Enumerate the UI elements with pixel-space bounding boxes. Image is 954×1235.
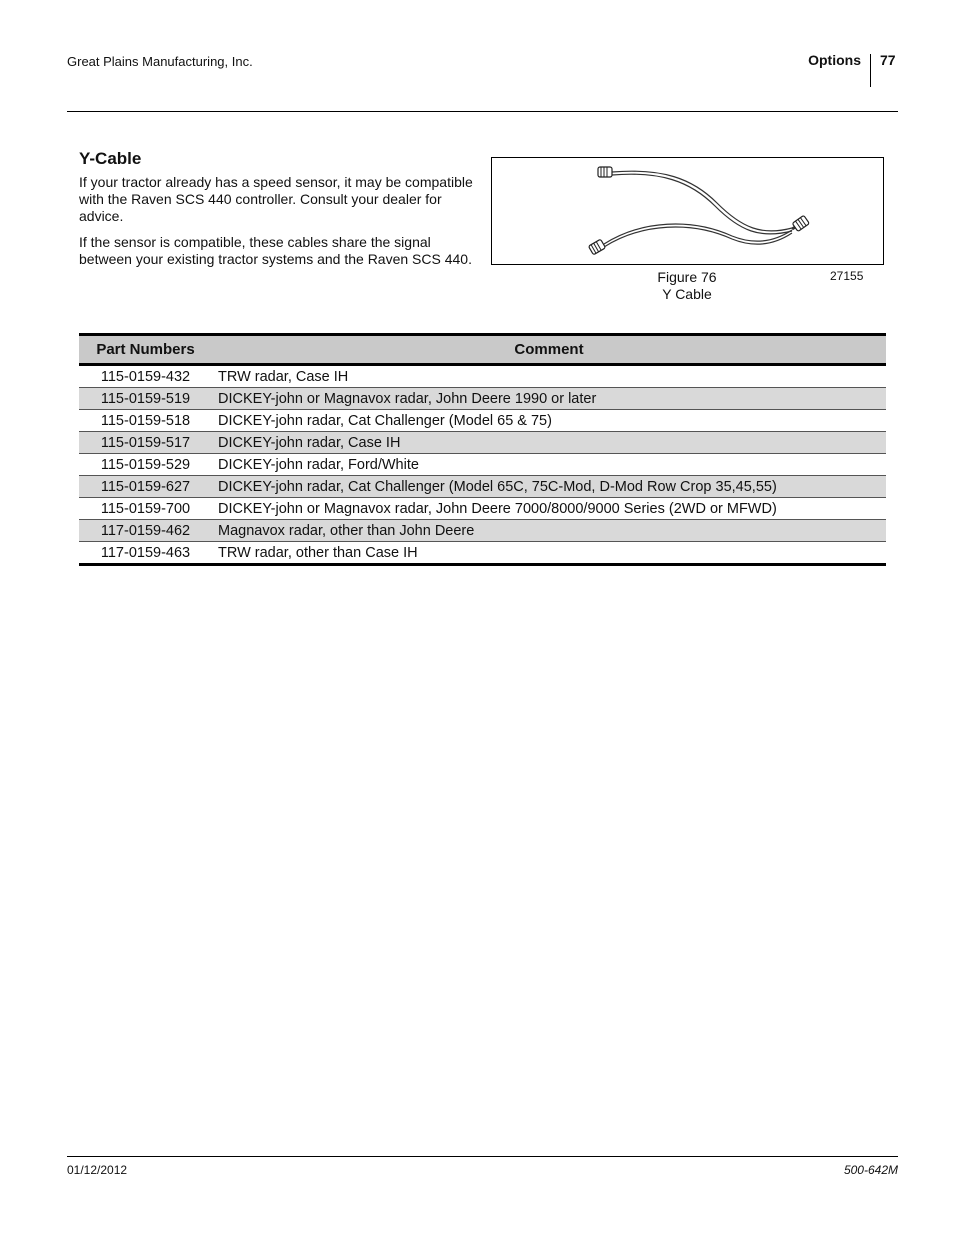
column-header-part-numbers: Part Numbers <box>79 335 212 365</box>
part-number-cell: 117-0159-463 <box>100 544 191 561</box>
comment-cell: TRW radar, Case IH <box>212 365 886 388</box>
column-header-comment: Comment <box>212 335 886 365</box>
table-row <box>79 388 886 410</box>
footer-rule <box>67 1156 898 1157</box>
part-number-cell: 115-0159-529 <box>79 454 212 476</box>
table-header-row <box>79 335 886 365</box>
figure-id: 27155 <box>830 269 864 283</box>
part-number-cell: 115-0159-627 <box>79 476 212 498</box>
comment-cell: Magnavox radar, other than John Deere <box>212 520 886 542</box>
document-number: 500-642M <box>843 1163 898 1177</box>
comment-cell: DICKEY-john or Magnavox radar, John Deere 1990 or later <box>212 388 886 410</box>
table-row <box>79 410 886 432</box>
table-row <box>79 498 886 520</box>
compatibility-paragraph: If the sensor is compatible, these cables share the signal between your existing tractor systems and the Raven SCS 440. <box>79 234 472 267</box>
part-number-cell: 115-0159-700 <box>79 498 212 520</box>
header-rule <box>67 111 898 112</box>
figure-number: Figure 76 <box>657 269 717 285</box>
company-name: Great Plains Manufacturing, Inc. <box>67 54 253 69</box>
table-row <box>79 542 886 565</box>
comment-cell: DICKEY-john radar, Ford/White <box>212 454 886 476</box>
table-row <box>79 454 886 476</box>
header-divider <box>870 54 871 87</box>
section-title: Y-Cable <box>79 149 142 168</box>
footer-date: 01/12/2012 <box>67 1163 128 1177</box>
part-number-cell: 115-0159-518 <box>79 410 212 432</box>
table-row <box>79 365 886 388</box>
page-number: 77 <box>880 52 896 68</box>
part-numbers-table <box>79 333 886 566</box>
figure-caption <box>627 269 747 303</box>
table-row <box>79 432 886 454</box>
figure-title: Y Cable <box>662 286 712 302</box>
comment-cell: DICKEY-john or Magnavox radar, John Deere 7000/8000/9000 Series (2WD or MFWD) <box>212 498 886 520</box>
connector-icon <box>792 215 809 231</box>
part-number-cell: 115-0159-517 <box>79 432 212 454</box>
comment-cell: TRW radar, other than Case IH <box>218 544 418 561</box>
part-number-cell: 117-0159-462 <box>79 520 212 542</box>
table-row <box>79 476 886 498</box>
y-cable-figure <box>491 157 884 265</box>
intro-paragraph: If your tractor already has a speed sensor, it may be compatible with the Raven SCS 440 controller. Consult your dealer for advice. <box>79 174 473 224</box>
comment-cell: DICKEY-john radar, Cat Challenger (Model 65 & 75) <box>212 410 886 432</box>
section-label: Options <box>808 52 861 68</box>
connector-icon <box>588 239 605 255</box>
part-number-cell: 115-0159-519 <box>79 388 212 410</box>
connector-icon <box>598 167 612 177</box>
y-cable-illustration <box>492 158 883 264</box>
comment-cell: DICKEY-john radar, Case IH <box>212 432 886 454</box>
table-row <box>79 520 886 542</box>
comment-cell: DICKEY-john radar, Cat Challenger (Model 65C, 75C-Mod, D-Mod Row Crop 35,45,55) <box>212 476 886 498</box>
part-number-cell: 115-0159-432 <box>79 365 212 388</box>
